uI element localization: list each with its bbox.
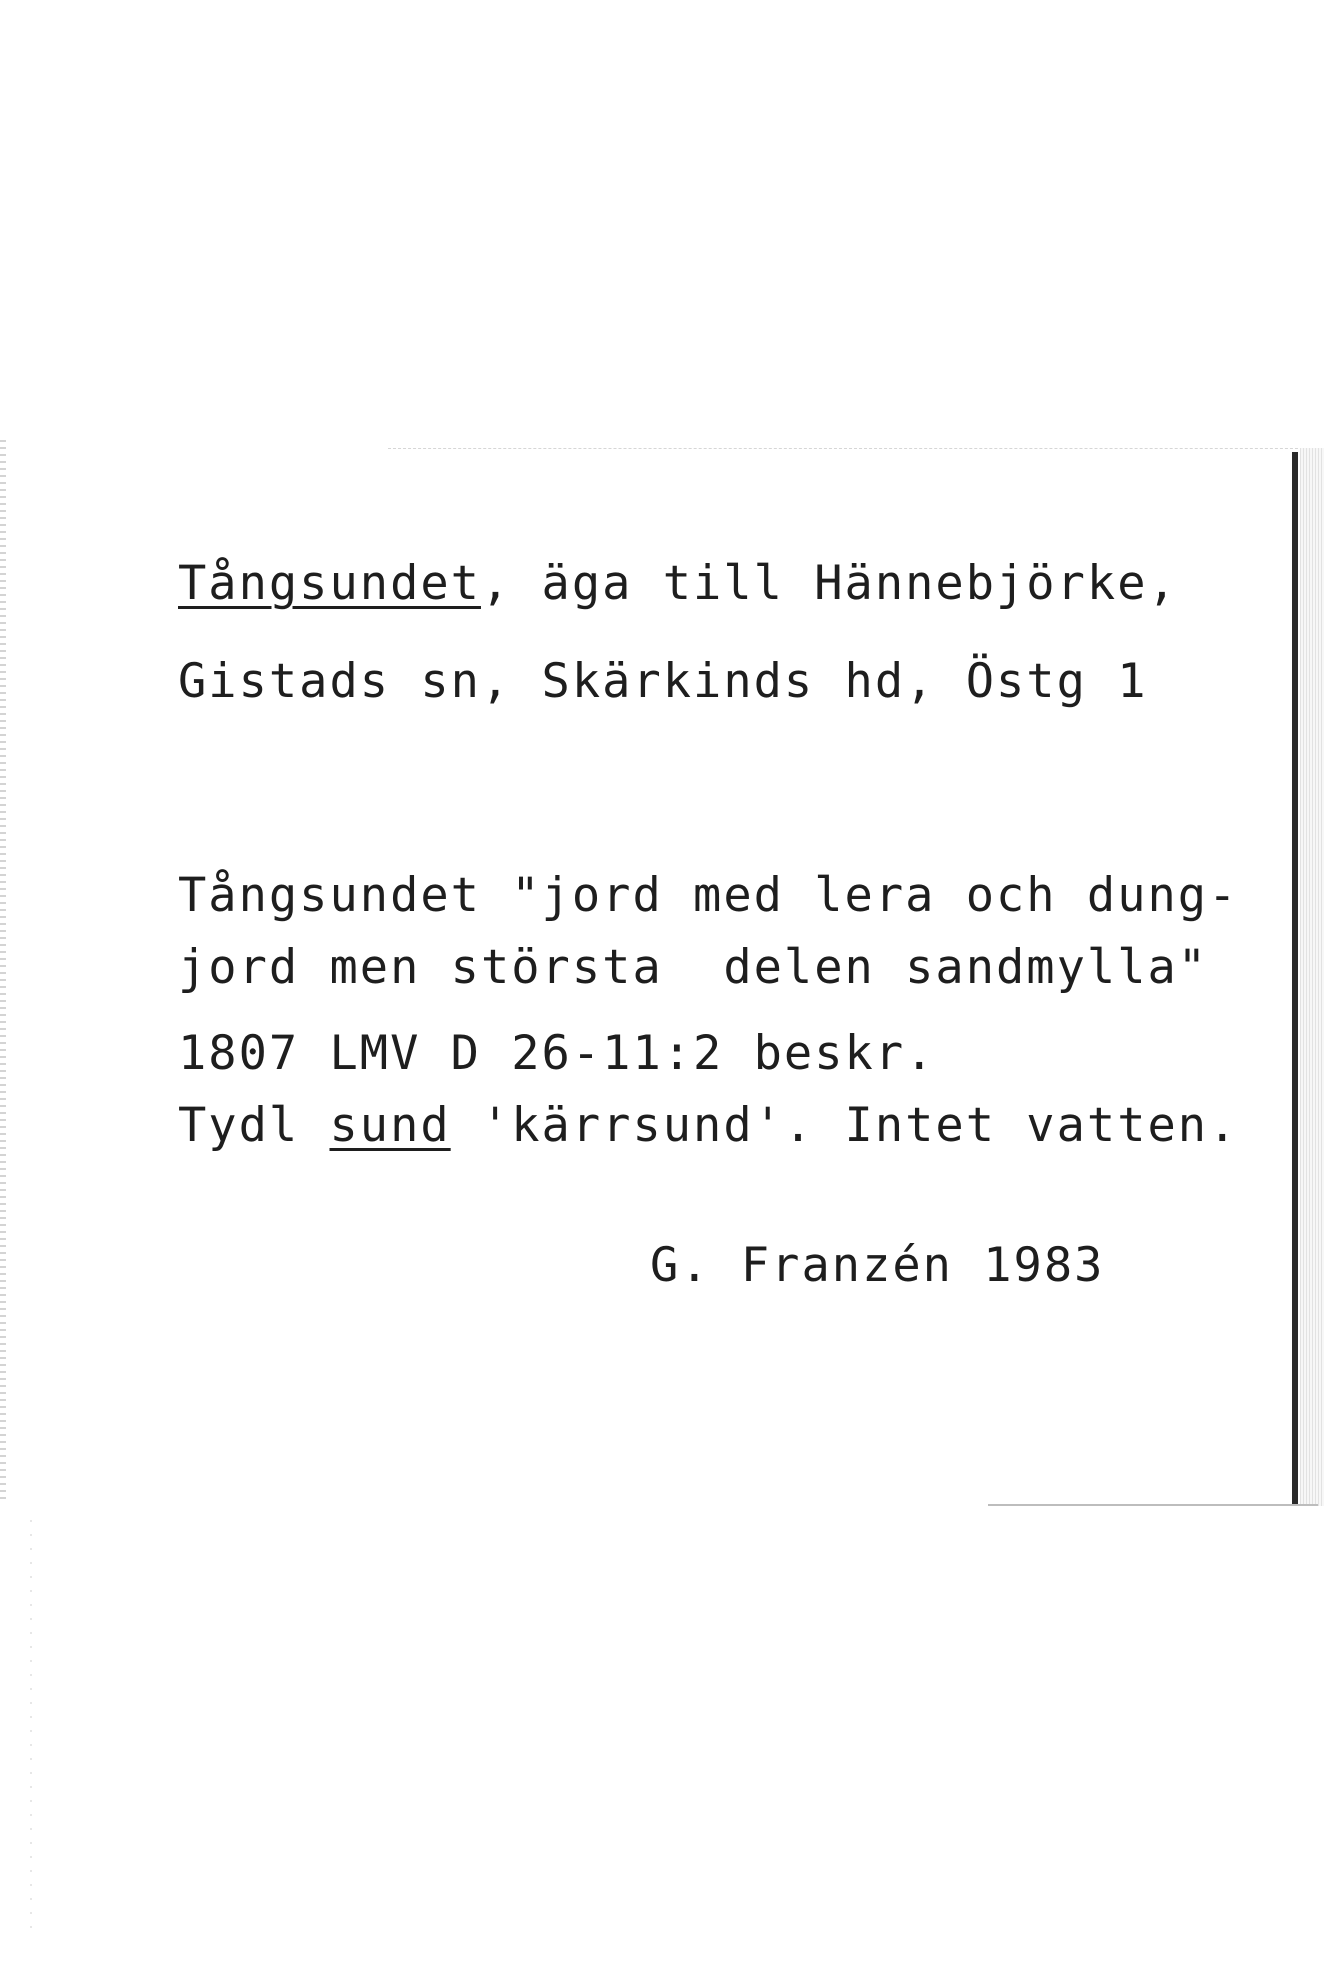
scan-left-edge [0, 440, 6, 1500]
scan-left-edge-lower [30, 1520, 32, 1940]
card-bottom-border [988, 1504, 1318, 1506]
place-name: Tångsundet [178, 556, 481, 611]
card-right-shadow [1300, 448, 1324, 1506]
interpretation-prefix: Tydl [178, 1098, 330, 1153]
quote-line-2: jord men största delen sandmylla" [178, 940, 1209, 995]
signature: G. Franzén 1983 [650, 1238, 1105, 1293]
source-line: 1807 LMV D 26-11:2 beskr. [178, 1026, 936, 1081]
index-card [28, 448, 1300, 1506]
card-heading [178, 556, 1178, 612]
card-top-border [388, 448, 1318, 449]
card-right-border [1292, 452, 1298, 1504]
heading-rest: , äga till Hännebjörke, [480, 556, 1178, 611]
interpretation-term: sund [329, 1098, 451, 1153]
interpretation-suffix: 'kärrsund'. Intet vatten. [450, 1098, 1239, 1153]
interpretation-line [178, 1098, 1238, 1154]
quote-line-1: Tångsundet "jord med lera och dung- [178, 868, 1239, 923]
location-line: Gistads sn, Skärkinds hd, Östg 1 [178, 654, 1148, 709]
